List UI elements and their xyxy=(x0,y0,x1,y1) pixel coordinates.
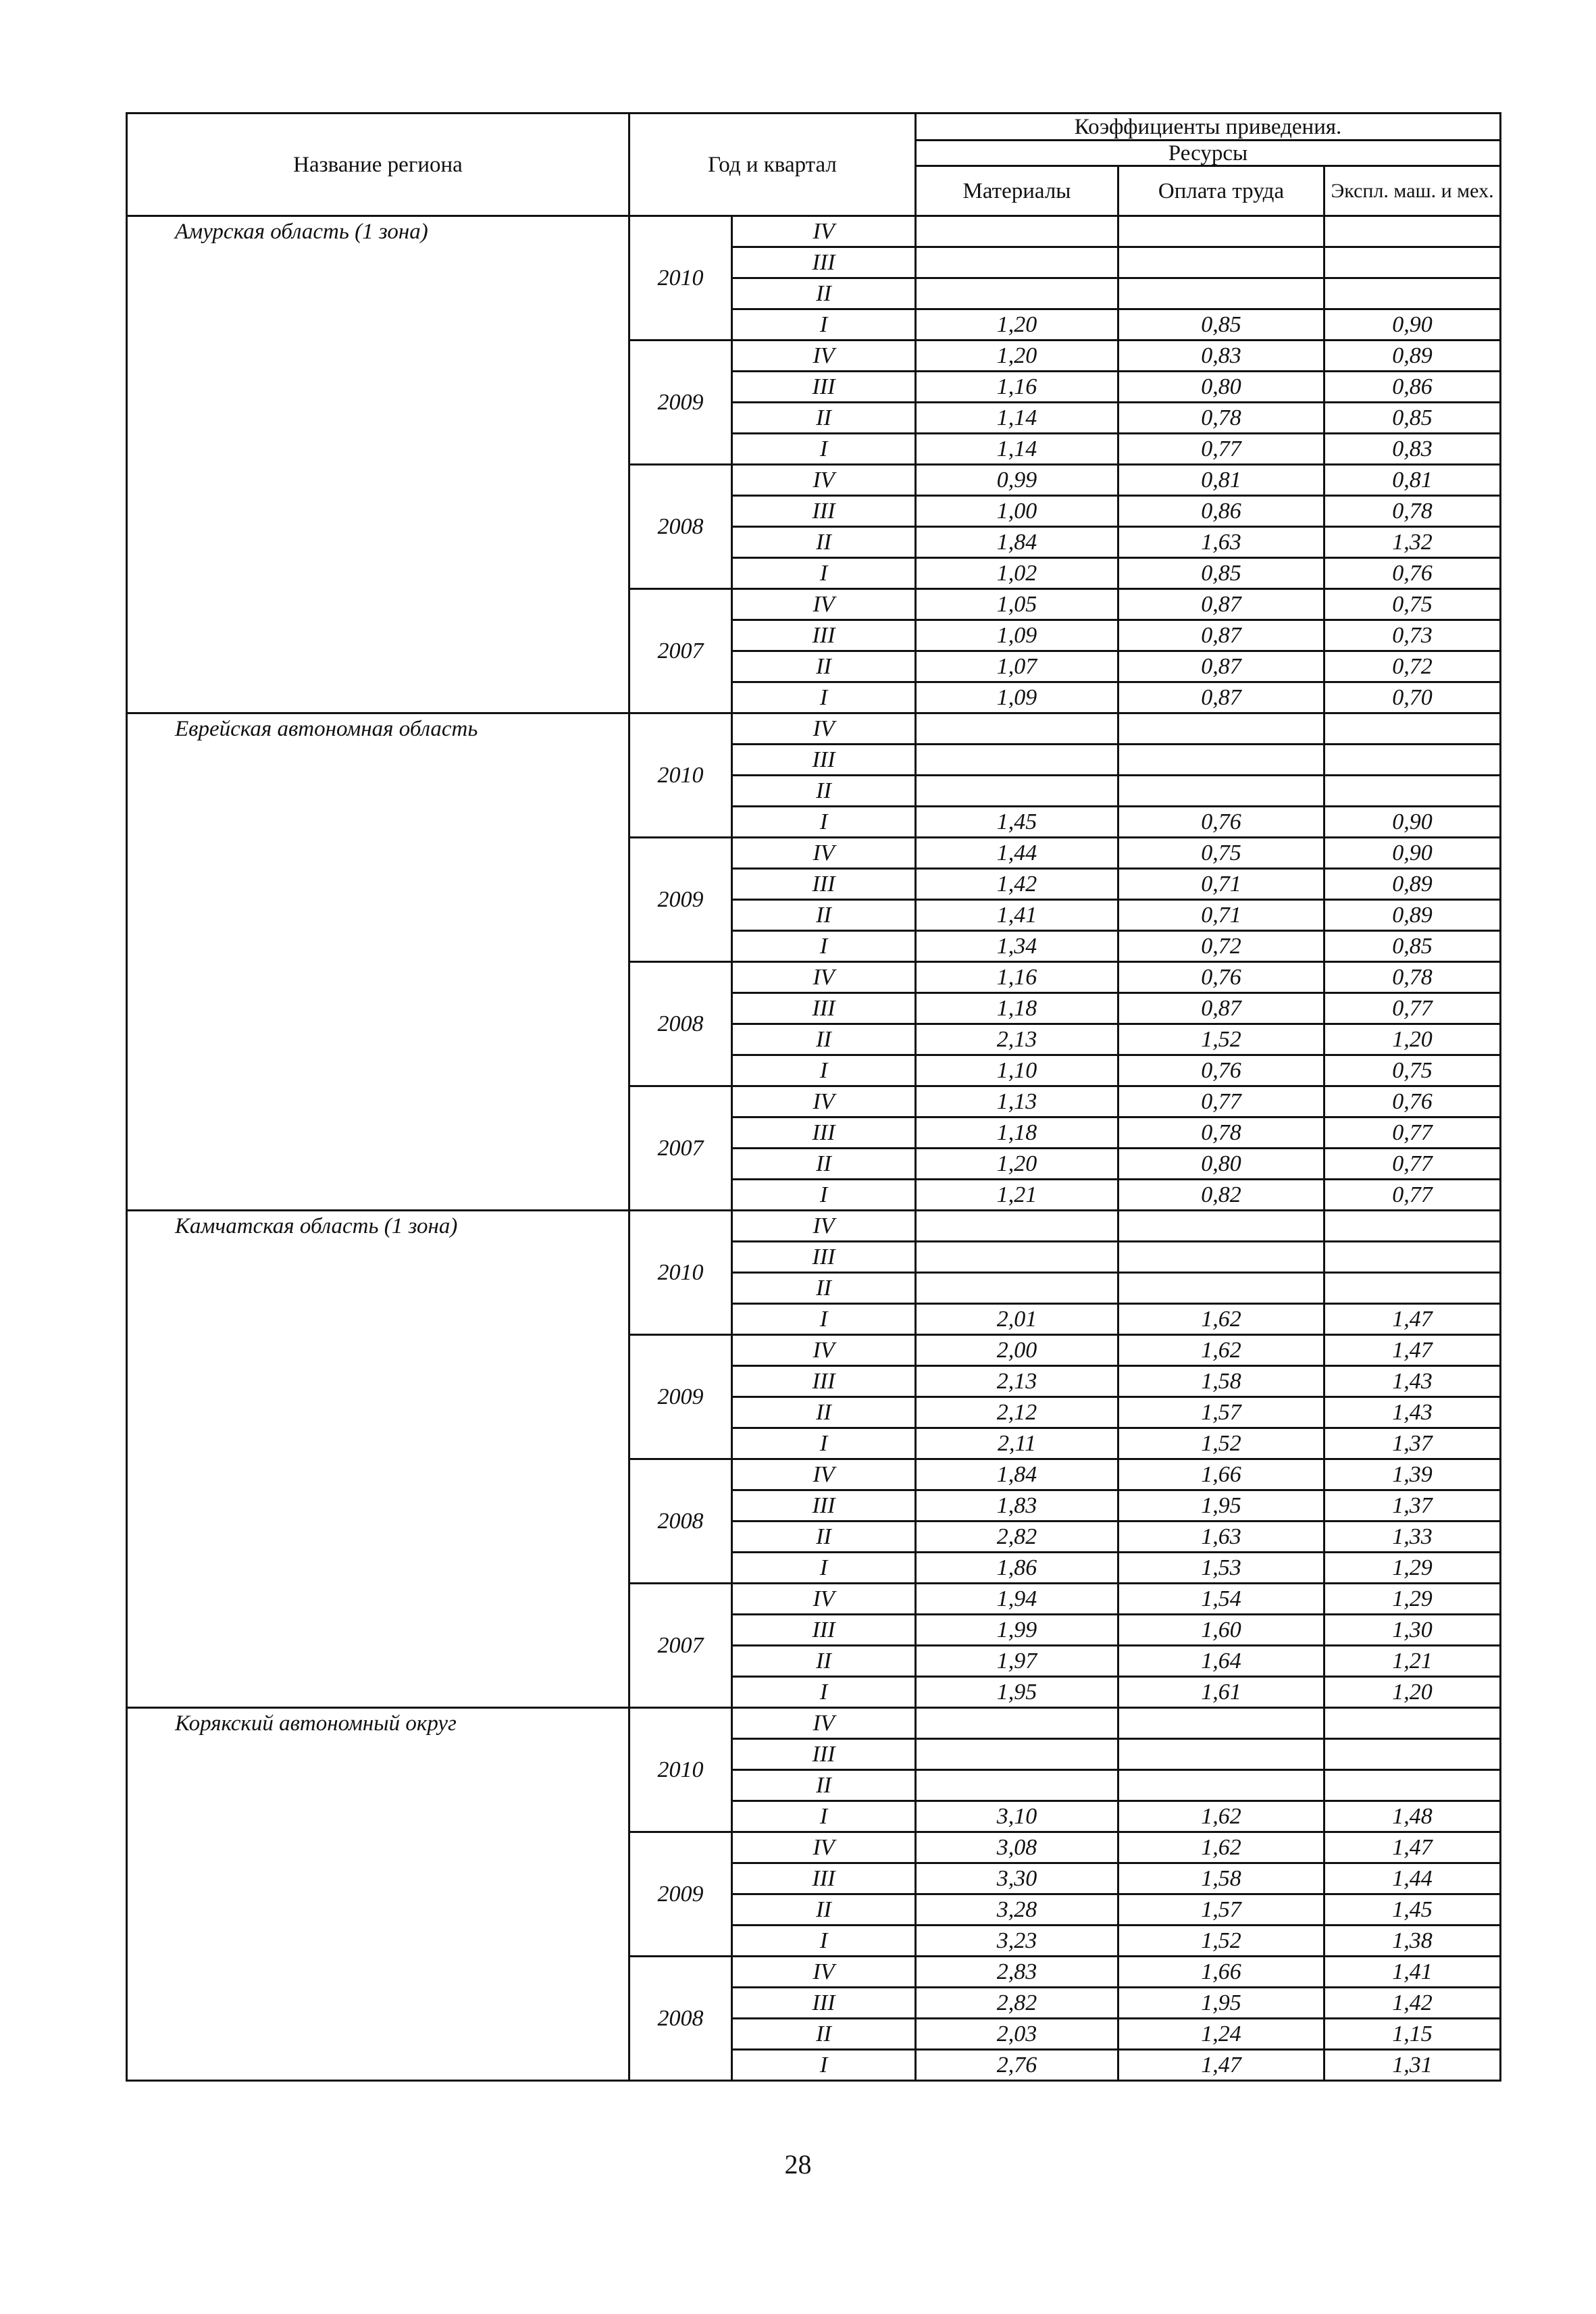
quarter-cell: IV xyxy=(732,1335,916,1366)
machines-cell: 1,43 xyxy=(1324,1397,1501,1428)
materials-cell: 2,83 xyxy=(916,1957,1118,1988)
table-row xyxy=(127,1211,1501,1242)
machines-cell xyxy=(1324,745,1501,776)
quarter-cell: II xyxy=(732,2019,916,2050)
quarter-cell: II xyxy=(732,278,916,309)
header-resources: Ресурсы xyxy=(916,141,1501,166)
quarter-cell: I xyxy=(732,309,916,341)
table-row xyxy=(127,216,1501,247)
quarter-cell: IV xyxy=(732,1957,916,1988)
year-cell: 2008 xyxy=(629,465,732,589)
machines-cell: 1,42 xyxy=(1324,1988,1501,2019)
quarter-cell: II xyxy=(732,1149,916,1180)
machines-cell: 1,43 xyxy=(1324,1366,1501,1397)
labor-cell: 1,57 xyxy=(1118,1397,1324,1428)
quarter-cell: II xyxy=(732,1894,916,1926)
machines-cell xyxy=(1324,1211,1501,1242)
quarter-cell: IV xyxy=(732,216,916,247)
labor-cell: 1,62 xyxy=(1118,1335,1324,1366)
labor-cell: 0,87 xyxy=(1118,682,1324,713)
header-coefficients: Коэффициенты приведения. xyxy=(916,114,1501,141)
machines-cell: 0,75 xyxy=(1324,1055,1501,1086)
machines-cell: 1,29 xyxy=(1324,1553,1501,1584)
machines-cell: 1,37 xyxy=(1324,1428,1501,1459)
machines-cell: 1,45 xyxy=(1324,1894,1501,1926)
region-name: Амурская область (1 зона) xyxy=(127,216,629,713)
quarter-cell: II xyxy=(732,776,916,807)
labor-cell xyxy=(1118,278,1324,309)
materials-cell: 2,13 xyxy=(916,1366,1118,1397)
machines-cell: 1,32 xyxy=(1324,527,1501,558)
labor-cell: 0,80 xyxy=(1118,372,1324,403)
labor-cell: 0,87 xyxy=(1118,589,1324,620)
quarter-cell: IV xyxy=(732,1584,916,1615)
machines-cell xyxy=(1324,713,1501,745)
quarter-cell: I xyxy=(732,1926,916,1957)
machines-cell xyxy=(1324,1770,1501,1801)
materials-cell: 1,84 xyxy=(916,527,1118,558)
quarter-cell: I xyxy=(732,807,916,838)
labor-cell: 1,66 xyxy=(1118,1957,1324,1988)
machines-cell: 1,47 xyxy=(1324,1304,1501,1335)
materials-cell: 1,20 xyxy=(916,1149,1118,1180)
labor-cell: 0,77 xyxy=(1118,434,1324,465)
year-cell: 2008 xyxy=(629,1459,732,1584)
labor-cell: 1,61 xyxy=(1118,1677,1324,1708)
labor-cell: 1,58 xyxy=(1118,1366,1324,1397)
quarter-cell: IV xyxy=(732,1459,916,1490)
materials-cell: 1,97 xyxy=(916,1646,1118,1677)
materials-cell: 1,14 xyxy=(916,434,1118,465)
materials-cell: 1,14 xyxy=(916,403,1118,434)
materials-cell: 1,86 xyxy=(916,1553,1118,1584)
quarter-cell: II xyxy=(732,651,916,682)
materials-cell: 3,10 xyxy=(916,1801,1118,1832)
materials-cell: 3,23 xyxy=(916,1926,1118,1957)
materials-cell xyxy=(916,1708,1118,1739)
labor-cell: 0,71 xyxy=(1118,900,1324,931)
materials-cell: 1,20 xyxy=(916,341,1118,372)
labor-cell xyxy=(1118,745,1324,776)
quarter-cell: II xyxy=(732,1521,916,1553)
labor-cell: 1,52 xyxy=(1118,1428,1324,1459)
machines-cell: 1,20 xyxy=(1324,1677,1501,1708)
header-year-quarter: Год и квартал xyxy=(629,114,916,216)
labor-cell: 1,53 xyxy=(1118,1553,1324,1584)
page-number: 28 xyxy=(784,2149,812,2180)
quarter-cell: III xyxy=(732,496,916,527)
quarter-cell: II xyxy=(732,1024,916,1055)
machines-cell: 1,30 xyxy=(1324,1615,1501,1646)
quarter-cell: II xyxy=(732,900,916,931)
labor-cell: 1,66 xyxy=(1118,1459,1324,1490)
materials-cell: 1,07 xyxy=(916,651,1118,682)
materials-cell xyxy=(916,1739,1118,1770)
year-cell: 2009 xyxy=(629,1335,732,1459)
quarter-cell: II xyxy=(732,1646,916,1677)
materials-cell: 0,99 xyxy=(916,465,1118,496)
machines-cell: 0,81 xyxy=(1324,465,1501,496)
quarter-cell: II xyxy=(732,527,916,558)
labor-cell: 1,63 xyxy=(1118,1521,1324,1553)
year-cell: 2007 xyxy=(629,1086,732,1211)
machines-cell: 1,39 xyxy=(1324,1459,1501,1490)
year-cell: 2010 xyxy=(629,713,732,838)
labor-cell: 0,76 xyxy=(1118,1055,1324,1086)
machines-cell: 0,90 xyxy=(1324,838,1501,869)
year-cell: 2008 xyxy=(629,962,732,1086)
labor-cell: 1,60 xyxy=(1118,1615,1324,1646)
quarter-cell: IV xyxy=(732,962,916,993)
quarter-cell: IV xyxy=(732,1708,916,1739)
materials-cell xyxy=(916,1211,1118,1242)
labor-cell: 0,87 xyxy=(1118,993,1324,1024)
labor-cell: 1,52 xyxy=(1118,1926,1324,1957)
machines-cell: 0,73 xyxy=(1324,620,1501,651)
materials-cell: 1,18 xyxy=(916,993,1118,1024)
region-name: Еврейская автономная область xyxy=(127,713,629,1211)
materials-cell: 1,16 xyxy=(916,372,1118,403)
labor-cell: 0,83 xyxy=(1118,341,1324,372)
quarter-cell: IV xyxy=(732,589,916,620)
quarter-cell: I xyxy=(732,1055,916,1086)
materials-cell: 1,09 xyxy=(916,620,1118,651)
year-cell: 2010 xyxy=(629,1708,732,1832)
labor-cell: 0,78 xyxy=(1118,1117,1324,1149)
materials-cell: 2,01 xyxy=(916,1304,1118,1335)
materials-cell xyxy=(916,1770,1118,1801)
quarter-cell: IV xyxy=(732,1211,916,1242)
quarter-cell: I xyxy=(732,1553,916,1584)
machines-cell xyxy=(1324,1273,1501,1304)
quarter-cell: II xyxy=(732,1397,916,1428)
machines-cell: 0,76 xyxy=(1324,1086,1501,1117)
materials-cell: 1,44 xyxy=(916,838,1118,869)
machines-cell: 0,77 xyxy=(1324,993,1501,1024)
materials-cell: 1,10 xyxy=(916,1055,1118,1086)
materials-cell: 2,76 xyxy=(916,2050,1118,2081)
labor-cell xyxy=(1118,1273,1324,1304)
materials-cell: 1,00 xyxy=(916,496,1118,527)
machines-cell: 0,78 xyxy=(1324,962,1501,993)
machines-cell: 0,70 xyxy=(1324,682,1501,713)
machines-cell: 1,48 xyxy=(1324,1801,1501,1832)
quarter-cell: III xyxy=(732,247,916,278)
quarter-cell: I xyxy=(732,931,916,962)
year-cell: 2009 xyxy=(629,341,732,465)
materials-cell: 3,08 xyxy=(916,1832,1118,1863)
quarter-cell: IV xyxy=(732,465,916,496)
labor-cell xyxy=(1118,216,1324,247)
materials-cell xyxy=(916,713,1118,745)
quarter-cell: III xyxy=(732,1490,916,1521)
quarter-cell: III xyxy=(732,869,916,900)
labor-cell: 1,62 xyxy=(1118,1304,1324,1335)
labor-cell: 0,72 xyxy=(1118,931,1324,962)
region-name: Корякский автономный округ xyxy=(127,1708,629,2081)
labor-cell: 1,24 xyxy=(1118,2019,1324,2050)
materials-cell: 1,18 xyxy=(916,1117,1118,1149)
materials-cell xyxy=(916,745,1118,776)
materials-cell: 1,05 xyxy=(916,589,1118,620)
labor-cell: 0,77 xyxy=(1118,1086,1324,1117)
quarter-cell: III xyxy=(732,620,916,651)
table-row xyxy=(127,713,1501,745)
machines-cell: 1,47 xyxy=(1324,1832,1501,1863)
materials-cell: 1,13 xyxy=(916,1086,1118,1117)
machines-cell: 0,90 xyxy=(1324,309,1501,341)
machines-cell: 0,89 xyxy=(1324,869,1501,900)
labor-cell xyxy=(1118,1739,1324,1770)
labor-cell: 0,75 xyxy=(1118,838,1324,869)
header-region: Название региона xyxy=(127,114,629,216)
labor-cell: 0,78 xyxy=(1118,403,1324,434)
machines-cell: 0,76 xyxy=(1324,558,1501,589)
machines-cell: 0,85 xyxy=(1324,931,1501,962)
table-row xyxy=(127,1708,1501,1739)
quarter-cell: III xyxy=(732,1739,916,1770)
materials-cell: 1,99 xyxy=(916,1615,1118,1646)
materials-cell: 1,84 xyxy=(916,1459,1118,1490)
machines-cell: 0,89 xyxy=(1324,900,1501,931)
machines-cell: 0,77 xyxy=(1324,1149,1501,1180)
materials-cell: 2,82 xyxy=(916,1988,1118,2019)
machines-cell: 0,72 xyxy=(1324,651,1501,682)
labor-cell xyxy=(1118,1242,1324,1273)
materials-cell: 1,21 xyxy=(916,1180,1118,1211)
machines-cell: 1,33 xyxy=(1324,1521,1501,1553)
year-cell: 2010 xyxy=(629,1211,732,1335)
region-name: Камчатская область (1 зона) xyxy=(127,1211,629,1708)
machines-cell: 0,75 xyxy=(1324,589,1501,620)
labor-cell: 0,81 xyxy=(1118,465,1324,496)
materials-cell: 3,30 xyxy=(916,1863,1118,1894)
materials-cell xyxy=(916,776,1118,807)
machines-cell: 1,37 xyxy=(1324,1490,1501,1521)
quarter-cell: I xyxy=(732,558,916,589)
materials-cell: 1,02 xyxy=(916,558,1118,589)
labor-cell: 0,85 xyxy=(1118,558,1324,589)
machines-cell: 1,38 xyxy=(1324,1926,1501,1957)
materials-cell xyxy=(916,1273,1118,1304)
quarter-cell: IV xyxy=(732,838,916,869)
labor-cell: 1,62 xyxy=(1118,1801,1324,1832)
machines-cell xyxy=(1324,1242,1501,1273)
labor-cell xyxy=(1118,1708,1324,1739)
labor-cell: 1,58 xyxy=(1118,1863,1324,1894)
machines-cell: 1,31 xyxy=(1324,2050,1501,2081)
labor-cell: 0,76 xyxy=(1118,807,1324,838)
materials-cell: 2,03 xyxy=(916,2019,1118,2050)
labor-cell: 1,54 xyxy=(1118,1584,1324,1615)
machines-cell: 1,41 xyxy=(1324,1957,1501,1988)
quarter-cell: I xyxy=(732,1677,916,1708)
materials-cell: 1,16 xyxy=(916,962,1118,993)
materials-cell: 1,34 xyxy=(916,931,1118,962)
labor-cell xyxy=(1118,247,1324,278)
materials-cell xyxy=(916,1242,1118,1273)
machines-cell: 1,20 xyxy=(1324,1024,1501,1055)
machines-cell: 0,77 xyxy=(1324,1117,1501,1149)
quarter-cell: III xyxy=(732,1242,916,1273)
machines-cell: 1,44 xyxy=(1324,1863,1501,1894)
machines-cell: 0,85 xyxy=(1324,403,1501,434)
labor-cell: 0,80 xyxy=(1118,1149,1324,1180)
materials-cell: 1,41 xyxy=(916,900,1118,931)
header-labor: Оплата труда xyxy=(1118,166,1324,216)
machines-cell: 0,77 xyxy=(1324,1180,1501,1211)
materials-cell: 1,20 xyxy=(916,309,1118,341)
year-cell: 2010 xyxy=(629,216,732,341)
labor-cell: 0,86 xyxy=(1118,496,1324,527)
labor-cell: 1,95 xyxy=(1118,1988,1324,2019)
materials-cell: 2,12 xyxy=(916,1397,1118,1428)
materials-cell: 1,42 xyxy=(916,869,1118,900)
quarter-cell: IV xyxy=(732,1086,916,1117)
machines-cell xyxy=(1324,776,1501,807)
header-materials: Материалы xyxy=(916,166,1118,216)
quarter-cell: I xyxy=(732,434,916,465)
materials-cell: 1,45 xyxy=(916,807,1118,838)
quarter-cell: III xyxy=(732,1615,916,1646)
quarter-cell: I xyxy=(732,2050,916,2081)
coefficients-table xyxy=(126,112,1501,2082)
labor-cell xyxy=(1118,1211,1324,1242)
year-cell: 2007 xyxy=(629,589,732,713)
labor-cell: 0,82 xyxy=(1118,1180,1324,1211)
quarter-cell: III xyxy=(732,372,916,403)
materials-cell: 1,83 xyxy=(916,1490,1118,1521)
quarter-cell: III xyxy=(732,1366,916,1397)
materials-cell: 1,09 xyxy=(916,682,1118,713)
labor-cell xyxy=(1118,713,1324,745)
materials-cell: 3,28 xyxy=(916,1894,1118,1926)
quarter-cell: I xyxy=(732,1180,916,1211)
materials-cell xyxy=(916,278,1118,309)
machines-cell xyxy=(1324,278,1501,309)
quarter-cell: III xyxy=(732,1988,916,2019)
materials-cell: 2,00 xyxy=(916,1335,1118,1366)
quarter-cell: II xyxy=(732,403,916,434)
quarter-cell: III xyxy=(732,1863,916,1894)
labor-cell: 0,85 xyxy=(1118,309,1324,341)
labor-cell: 0,76 xyxy=(1118,962,1324,993)
labor-cell: 0,71 xyxy=(1118,869,1324,900)
labor-cell: 1,57 xyxy=(1118,1894,1324,1926)
labor-cell: 0,87 xyxy=(1118,651,1324,682)
quarter-cell: III xyxy=(732,993,916,1024)
materials-cell: 1,95 xyxy=(916,1677,1118,1708)
year-cell: 2009 xyxy=(629,838,732,962)
machines-cell xyxy=(1324,247,1501,278)
labor-cell: 1,52 xyxy=(1118,1024,1324,1055)
materials-cell xyxy=(916,247,1118,278)
machines-cell: 0,78 xyxy=(1324,496,1501,527)
year-cell: 2009 xyxy=(629,1832,732,1957)
machines-cell xyxy=(1324,216,1501,247)
machines-cell: 0,83 xyxy=(1324,434,1501,465)
quarter-cell: II xyxy=(732,1273,916,1304)
materials-cell: 1,94 xyxy=(916,1584,1118,1615)
year-cell: 2007 xyxy=(629,1584,732,1708)
machines-cell: 0,90 xyxy=(1324,807,1501,838)
quarter-cell: IV xyxy=(732,1832,916,1863)
materials-cell: 2,11 xyxy=(916,1428,1118,1459)
quarter-cell: IV xyxy=(732,341,916,372)
quarter-cell: III xyxy=(732,745,916,776)
machines-cell: 1,21 xyxy=(1324,1646,1501,1677)
labor-cell: 1,64 xyxy=(1118,1646,1324,1677)
table-body xyxy=(127,216,1501,2081)
quarter-cell: I xyxy=(732,1304,916,1335)
quarter-cell: IV xyxy=(732,713,916,745)
labor-cell: 1,95 xyxy=(1118,1490,1324,1521)
labor-cell: 1,63 xyxy=(1118,527,1324,558)
quarter-cell: III xyxy=(732,1117,916,1149)
machines-cell xyxy=(1324,1708,1501,1739)
year-cell: 2008 xyxy=(629,1957,732,2081)
labor-cell xyxy=(1118,776,1324,807)
machines-cell: 1,15 xyxy=(1324,2019,1501,2050)
quarter-cell: I xyxy=(732,1428,916,1459)
materials-cell xyxy=(916,216,1118,247)
machines-cell: 1,47 xyxy=(1324,1335,1501,1366)
machines-cell: 1,29 xyxy=(1324,1584,1501,1615)
labor-cell xyxy=(1118,1770,1324,1801)
quarter-cell: II xyxy=(732,1770,916,1801)
materials-cell: 2,13 xyxy=(916,1024,1118,1055)
quarter-cell: I xyxy=(732,682,916,713)
labor-cell: 0,87 xyxy=(1118,620,1324,651)
labor-cell: 1,47 xyxy=(1118,2050,1324,2081)
header-machines: Экспл. маш. и мех. xyxy=(1324,166,1501,216)
machines-cell: 0,86 xyxy=(1324,372,1501,403)
labor-cell: 1,62 xyxy=(1118,1832,1324,1863)
machines-cell: 0,89 xyxy=(1324,341,1501,372)
materials-cell: 2,82 xyxy=(916,1521,1118,1553)
quarter-cell: I xyxy=(732,1801,916,1832)
machines-cell xyxy=(1324,1739,1501,1770)
